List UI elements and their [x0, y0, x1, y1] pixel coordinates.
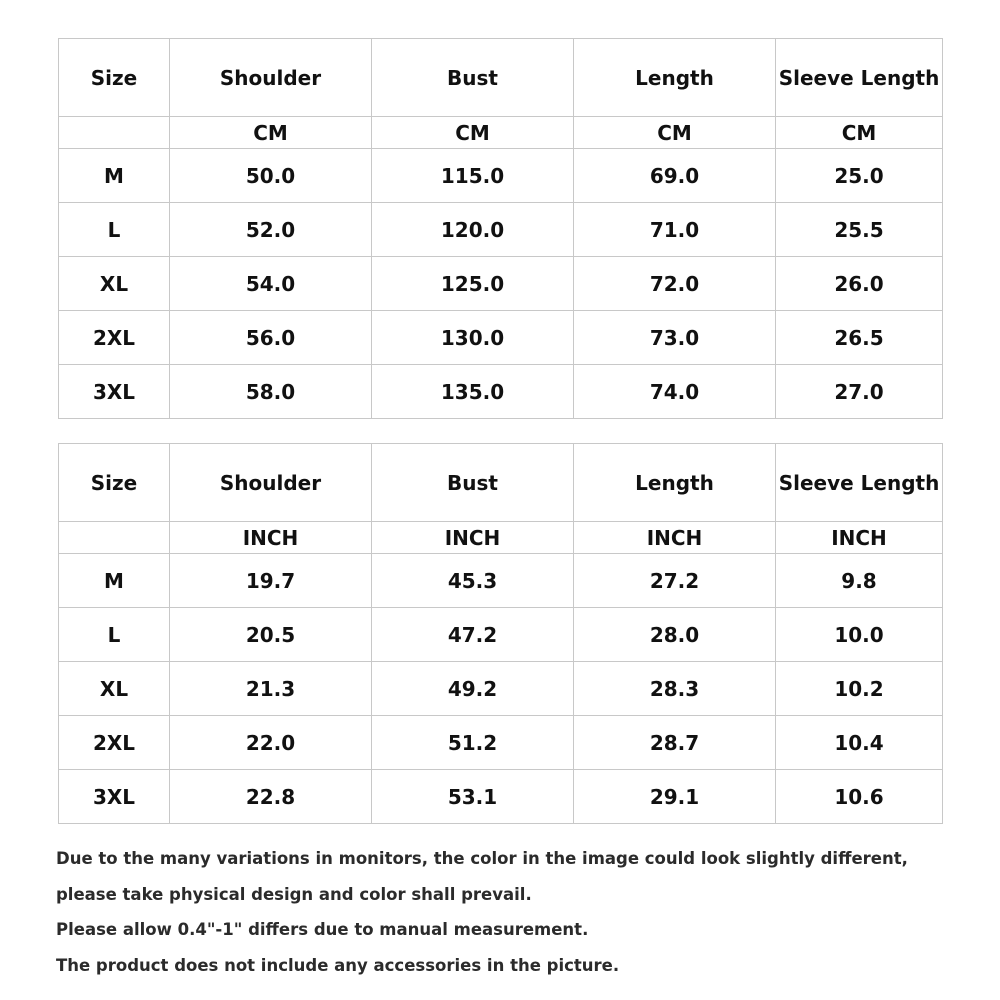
bust-cell: 45.3	[372, 554, 574, 608]
unit-cell: CM	[170, 117, 372, 149]
size-cell: 3XL	[59, 770, 170, 824]
size-cell: XL	[59, 257, 170, 311]
note-line: please take physical design and color shall prevail.	[56, 884, 532, 904]
unit-cell: INCH	[776, 522, 943, 554]
table-row	[59, 554, 943, 608]
note-line: Please allow 0.4"-1" differs due to manual measurement.	[56, 920, 589, 939]
size-cell: 3XL	[59, 365, 170, 419]
sleeve-length-cell: 10.6	[776, 770, 943, 824]
table-row	[59, 203, 943, 257]
unit-cell: CM	[776, 117, 943, 149]
sleeve-length-cell: 26.0	[776, 257, 943, 311]
length-cell: 71.0	[574, 203, 776, 257]
sleeve-length-cell: 10.4	[776, 716, 943, 770]
shoulder-cell: 56.0	[170, 311, 372, 365]
shoulder-cell: 22.0	[170, 716, 372, 770]
size-table-inch	[58, 443, 943, 824]
notes	[56, 841, 991, 983]
sleeve-length-cell: 25.5	[776, 203, 943, 257]
bust-cell: 120.0	[372, 203, 574, 257]
unit-cell: CM	[574, 117, 776, 149]
unit-cell-empty	[59, 522, 170, 554]
shoulder-cell: 20.5	[170, 608, 372, 662]
bust-cell: 49.2	[372, 662, 574, 716]
bust-cell: 135.0	[372, 365, 574, 419]
table-row	[59, 608, 943, 662]
sleeve-length-cell: 10.0	[776, 608, 943, 662]
header-sleeve-length: Sleeve Length	[776, 444, 943, 522]
header-bust: Bust	[372, 444, 574, 522]
bust-cell: 47.2	[372, 608, 574, 662]
bust-cell: 130.0	[372, 311, 574, 365]
table-row	[59, 770, 943, 824]
bust-cell: 115.0	[372, 149, 574, 203]
size-cell: M	[59, 554, 170, 608]
table-row	[59, 257, 943, 311]
sleeve-length-cell: 25.0	[776, 149, 943, 203]
shoulder-cell: 22.8	[170, 770, 372, 824]
header-length: Length	[574, 444, 776, 522]
unit-cell-empty	[59, 117, 170, 149]
header-bust: Bust	[372, 39, 574, 117]
table-row	[59, 149, 943, 203]
size-cell: 2XL	[59, 716, 170, 770]
header-size: Size	[59, 39, 170, 117]
size-cell: L	[59, 203, 170, 257]
header-sleeve-length: Sleeve Length	[776, 39, 943, 117]
bust-cell: 51.2	[372, 716, 574, 770]
length-cell: 28.7	[574, 716, 776, 770]
size-cell: M	[59, 149, 170, 203]
table-row	[59, 716, 943, 770]
bust-cell: 125.0	[372, 257, 574, 311]
header-shoulder: Shoulder	[170, 444, 372, 522]
header-row	[59, 39, 943, 117]
shoulder-cell: 50.0	[170, 149, 372, 203]
size-table-cm	[58, 38, 943, 419]
sleeve-length-cell: 26.5	[776, 311, 943, 365]
note-line: The product does not include any accessories in the picture.	[56, 955, 620, 975]
length-cell: 28.0	[574, 608, 776, 662]
unit-cell: INCH	[372, 522, 574, 554]
shoulder-cell: 58.0	[170, 365, 372, 419]
size-cell: L	[59, 608, 170, 662]
shoulder-cell: 19.7	[170, 554, 372, 608]
length-cell: 28.3	[574, 662, 776, 716]
table-row	[59, 365, 943, 419]
header-size: Size	[59, 444, 170, 522]
length-cell: 69.0	[574, 149, 776, 203]
header-length: Length	[574, 39, 776, 117]
length-cell: 74.0	[574, 365, 776, 419]
shoulder-cell: 52.0	[170, 203, 372, 257]
unit-row	[59, 522, 943, 554]
length-cell: 72.0	[574, 257, 776, 311]
size-cell: 2XL	[59, 311, 170, 365]
unit-row	[59, 117, 943, 149]
length-cell: 29.1	[574, 770, 776, 824]
header-shoulder: Shoulder	[170, 39, 372, 117]
unit-cell: INCH	[170, 522, 372, 554]
unit-cell: INCH	[574, 522, 776, 554]
shoulder-cell: 54.0	[170, 257, 372, 311]
note-line: Due to the many variations in monitors, the color in the image could look slightly different,	[56, 849, 908, 868]
bust-cell: 53.1	[372, 770, 574, 824]
sleeve-length-cell: 10.2	[776, 662, 943, 716]
length-cell: 73.0	[574, 311, 776, 365]
table-row	[59, 311, 943, 365]
length-cell: 27.2	[574, 554, 776, 608]
sleeve-length-cell: 9.8	[776, 554, 943, 608]
sleeve-length-cell: 27.0	[776, 365, 943, 419]
size-cell: XL	[59, 662, 170, 716]
header-row	[59, 444, 943, 522]
table-row	[59, 662, 943, 716]
shoulder-cell: 21.3	[170, 662, 372, 716]
unit-cell: CM	[372, 117, 574, 149]
